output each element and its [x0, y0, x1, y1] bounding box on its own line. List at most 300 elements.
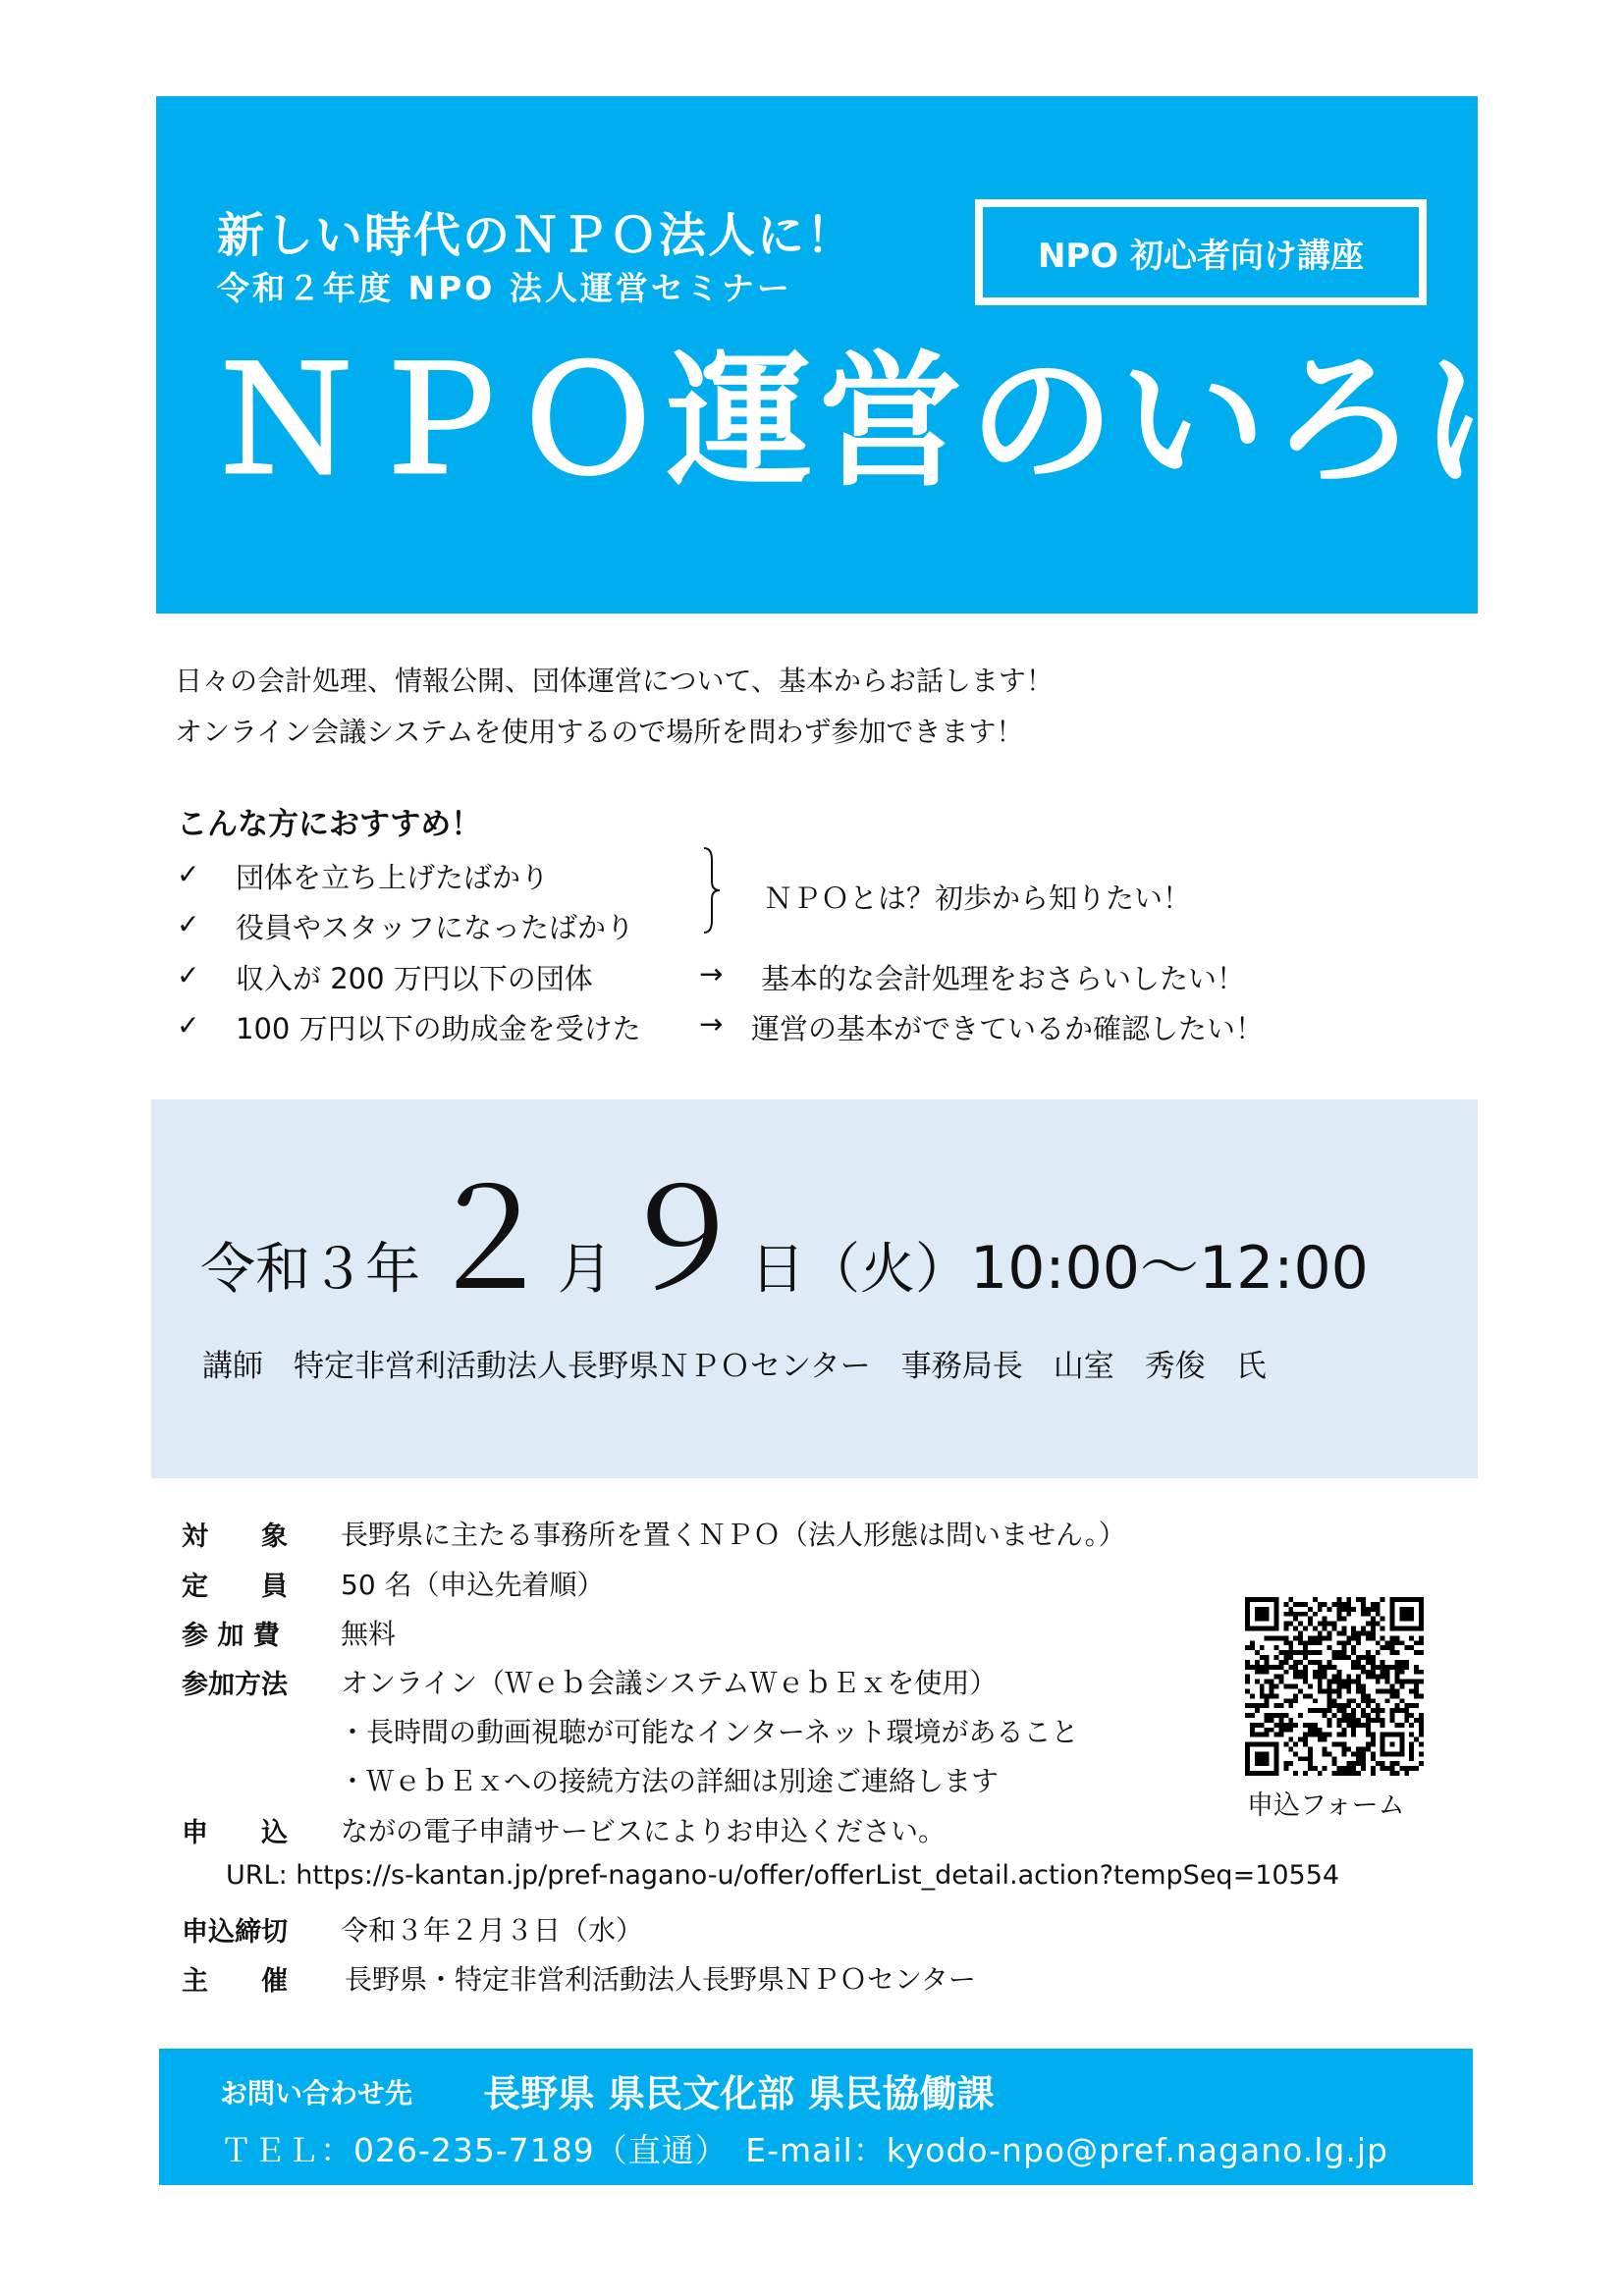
qr-module [1318, 1733, 1323, 1737]
qr-module [1336, 1684, 1341, 1689]
qr-module [1308, 1728, 1313, 1733]
qr-module [1371, 1718, 1376, 1723]
qr-module [1327, 1635, 1332, 1640]
qr-module [1414, 1650, 1419, 1655]
qr-module [1336, 1766, 1341, 1771]
qr-module [1274, 1684, 1279, 1689]
qr-module [1336, 1693, 1341, 1698]
qr-module [1371, 1733, 1376, 1737]
qr-module [1283, 1650, 1288, 1655]
qr-module [1341, 1602, 1346, 1607]
qr-module [1346, 1746, 1351, 1751]
qr-module [1303, 1771, 1308, 1776]
qr-module [1270, 1688, 1274, 1693]
qr-module [1351, 1607, 1356, 1612]
qr-module [1318, 1622, 1323, 1627]
qr-module [1356, 1635, 1361, 1640]
qr-module [1332, 1650, 1337, 1655]
qr-module [1376, 1675, 1380, 1680]
qr-module [1332, 1665, 1337, 1670]
qr-module [1274, 1703, 1279, 1708]
qr-module [1303, 1756, 1308, 1761]
qr-module [1332, 1675, 1337, 1680]
qr-module [1318, 1771, 1323, 1776]
qr-module [1341, 1718, 1346, 1723]
qr-module [1283, 1660, 1288, 1665]
qr-module [1361, 1597, 1366, 1602]
qr-module [1351, 1650, 1356, 1655]
qr-module [1255, 1733, 1260, 1737]
qr-module [1313, 1627, 1318, 1631]
qr-module [1318, 1737, 1323, 1742]
qr-module [1288, 1746, 1293, 1751]
qr-module [1288, 1703, 1293, 1708]
qr-module [1419, 1761, 1424, 1766]
qr-module [1255, 1680, 1260, 1684]
qr-module [1298, 1650, 1303, 1655]
qr-module [1351, 1665, 1356, 1670]
qr-module [1318, 1630, 1323, 1635]
qr-module [1346, 1766, 1351, 1771]
qr-module [1298, 1602, 1303, 1607]
qr-module [1332, 1713, 1337, 1718]
qr-module [1351, 1751, 1356, 1756]
qr-module [1303, 1675, 1308, 1680]
qr-module [1419, 1751, 1424, 1756]
qr-module [1346, 1640, 1351, 1645]
qr-module [1270, 1635, 1274, 1640]
qr-module [1356, 1684, 1361, 1689]
qr-module [1308, 1607, 1313, 1612]
qr-module [1390, 1761, 1395, 1766]
arrow-icon: → [699, 957, 724, 990]
qr-module [1356, 1723, 1361, 1728]
qr-module [1327, 1723, 1332, 1728]
qr-module [1308, 1723, 1313, 1728]
qr-module [1346, 1675, 1351, 1680]
qr-module [1318, 1635, 1323, 1640]
host-value: 長野県・特定非営利活動法人長野県ＮＰＯセンター [345, 1963, 976, 1996]
qr-module [1278, 1723, 1283, 1728]
qr-module [1336, 1742, 1341, 1747]
qr-module [1409, 1703, 1414, 1708]
qr-module [1341, 1640, 1346, 1645]
deadline-value: 令和３年２月３日（水） [341, 1914, 644, 1947]
qr-module [1351, 1771, 1356, 1776]
target-value: 長野県に主たる事務所を置くＮＰＯ（法人形態は問いません。） [341, 1519, 1126, 1551]
qr-module [1327, 1693, 1332, 1698]
qr-module [1351, 1766, 1356, 1771]
event-date [200, 1161, 1369, 1321]
qr-module [1419, 1640, 1424, 1645]
arrow-icon: → [699, 1007, 724, 1041]
qr-module [1341, 1733, 1346, 1737]
qr-module [1336, 1718, 1341, 1723]
qr-module [1308, 1708, 1313, 1713]
qr-module [1336, 1640, 1341, 1645]
qr-module [1341, 1627, 1346, 1631]
date-day: ９ [613, 1161, 751, 1321]
qr-module [1336, 1733, 1341, 1737]
qr-module [1298, 1756, 1303, 1761]
qr-module [1336, 1675, 1341, 1680]
capacity-value: 50 名（申込先着順） [341, 1569, 605, 1601]
qr-module [1380, 1708, 1385, 1713]
qr-module [1270, 1693, 1274, 1698]
qr-module [1361, 1688, 1366, 1693]
qr-module [1419, 1670, 1424, 1675]
qr-module [1313, 1728, 1318, 1733]
qr-module [1308, 1650, 1313, 1655]
qr-module [1346, 1761, 1351, 1766]
qr-module [1371, 1655, 1376, 1660]
qr-module [1255, 1723, 1260, 1728]
qr-module [1414, 1693, 1419, 1698]
qr-module [1385, 1640, 1390, 1645]
qr-module [1303, 1733, 1308, 1737]
qr-module [1390, 1650, 1395, 1655]
qr-module [1346, 1703, 1351, 1708]
qr-module [1356, 1680, 1361, 1684]
brace-icon [702, 846, 722, 934]
qr-module [1366, 1723, 1371, 1728]
qr-module [1303, 1650, 1308, 1655]
qr-module [1376, 1622, 1380, 1627]
qr-module [1270, 1684, 1274, 1689]
qr-module [1376, 1602, 1380, 1607]
application-url[interactable]: URL: https://s-kantan.jp/pref-nagano-u/offer/offerList_detail.action?tempSeq=10554 [226, 1860, 1340, 1891]
qr-module [1380, 1627, 1385, 1631]
qr-module [1371, 1617, 1376, 1622]
check-icon: ✓ [177, 858, 200, 890]
qr-module [1245, 1703, 1250, 1708]
qr-module [1274, 1665, 1279, 1670]
qr-module [1265, 1635, 1270, 1640]
qr-module [1390, 1688, 1395, 1693]
qr-module [1303, 1602, 1308, 1607]
qr-module [1336, 1680, 1341, 1684]
target-label: 対 象 [182, 1522, 288, 1552]
qr-module [1399, 1680, 1404, 1684]
qr-module [1260, 1723, 1265, 1728]
qr-module [1313, 1675, 1318, 1680]
qr-module [1283, 1670, 1288, 1675]
qr-module [1274, 1675, 1279, 1680]
qr-module [1255, 1665, 1260, 1670]
qr-module [1361, 1693, 1366, 1698]
qr-module [1298, 1688, 1303, 1693]
qr-module [1303, 1645, 1308, 1650]
qr-module [1265, 1718, 1270, 1723]
host-label: 主 催 [182, 1966, 288, 1997]
qr-module [1327, 1703, 1332, 1708]
date-day-unit: 日 [750, 1238, 806, 1302]
qr-module [1351, 1718, 1356, 1723]
qr-module [1404, 1766, 1409, 1771]
qr-module [1419, 1723, 1424, 1728]
qr-module [1394, 1670, 1399, 1675]
qr-module [1274, 1693, 1279, 1698]
qr-module [1303, 1742, 1308, 1747]
qr-module [1308, 1756, 1313, 1761]
qr-module [1308, 1640, 1313, 1645]
recommend-brace-note: ＮＰＯとは？初歩から知りたい！ [764, 881, 1192, 915]
qr-module [1346, 1607, 1351, 1612]
qr-module [1288, 1698, 1293, 1703]
qr-module [1385, 1698, 1390, 1703]
qr-module [1250, 1713, 1255, 1718]
qr-module [1313, 1670, 1318, 1675]
qr-module [1293, 1684, 1298, 1689]
qr-module [1351, 1627, 1356, 1631]
qr-module [1323, 1751, 1327, 1756]
qr-module [1419, 1728, 1424, 1733]
qr-module [1283, 1640, 1288, 1645]
qr-module [1293, 1635, 1298, 1640]
qr-module [1361, 1756, 1366, 1761]
qr-module [1371, 1622, 1376, 1627]
qr-module [1409, 1751, 1414, 1756]
qr-module [1361, 1708, 1366, 1713]
qr-module [1380, 1718, 1385, 1723]
qr-module [1390, 1645, 1395, 1650]
qr-module [1404, 1703, 1409, 1708]
qr-module [1341, 1655, 1346, 1660]
qr-module [1313, 1597, 1318, 1602]
qr-module [1332, 1680, 1337, 1684]
qr-module [1274, 1635, 1279, 1640]
qr-module [1366, 1630, 1371, 1635]
qr-module [1419, 1635, 1424, 1640]
qr-module [1366, 1703, 1371, 1708]
contact-organization: 長野県 県民文化部 県民協働課 [483, 2072, 995, 2115]
course-badge: NPO 初心者向け講座 [975, 199, 1427, 305]
qr-module [1371, 1751, 1376, 1756]
qr-module [1376, 1761, 1380, 1766]
qr-module [1394, 1680, 1399, 1684]
qr-module [1332, 1756, 1337, 1761]
qr-module [1288, 1684, 1293, 1689]
qr-module [1346, 1655, 1351, 1660]
qr-module [1361, 1723, 1366, 1728]
qr-module [1385, 1665, 1390, 1670]
qr-module [1371, 1675, 1376, 1680]
qr-module [1298, 1612, 1303, 1617]
qr-module [1274, 1645, 1279, 1650]
recommend-item-note: 基本的な会計処理をおさらいしたい！ [761, 962, 1246, 995]
recommend-item: 100 万円以下の助成金を受けた [236, 1012, 641, 1045]
date-month: ２ [420, 1161, 559, 1321]
qr-module [1366, 1742, 1371, 1747]
apply-value: ながの電子申請サービスによりお申込ください。 [341, 1815, 947, 1847]
qr-module [1303, 1655, 1308, 1660]
qr-module [1270, 1718, 1274, 1723]
qr-module [1366, 1660, 1371, 1665]
method-note: ・ＷｅｂＥｘへの接続方法の詳細は別途ご連絡します [339, 1765, 1000, 1797]
qr-module [1265, 1670, 1270, 1675]
qr-module [1327, 1684, 1332, 1689]
qr-module [1409, 1680, 1414, 1684]
qr-module [1414, 1737, 1419, 1742]
qr-module [1351, 1645, 1356, 1650]
qr-module [1288, 1655, 1293, 1660]
qr-module [1303, 1670, 1308, 1675]
qr-module [1346, 1713, 1351, 1718]
qr-module [1351, 1680, 1356, 1684]
qr-module [1336, 1708, 1341, 1713]
qr-module [1390, 1665, 1395, 1670]
qr-module [1361, 1627, 1366, 1631]
qr-module [1288, 1597, 1293, 1602]
qr-module [1332, 1698, 1337, 1703]
qr-module [1371, 1602, 1376, 1607]
qr-module [1394, 1703, 1399, 1708]
qr-module [1313, 1640, 1318, 1645]
qr-module [1341, 1771, 1346, 1776]
date-era: 令和３年 [200, 1238, 420, 1302]
qr-module [1293, 1698, 1298, 1703]
qr-module [1283, 1655, 1288, 1660]
contact-details[interactable]: ＴＥＬ：026-235-7189（直通） E-mail：kyodo-npo@pref.nagano.lg.jp [220, 2131, 1388, 2169]
qr-module [1376, 1680, 1380, 1684]
qr-module [1414, 1684, 1419, 1689]
qr-module [1371, 1607, 1376, 1612]
qr-module [1278, 1635, 1283, 1640]
qr-module [1298, 1635, 1303, 1640]
qr-module [1323, 1617, 1327, 1622]
qr-module [1361, 1698, 1366, 1703]
qr-module [1278, 1675, 1283, 1680]
qr-module [1255, 1703, 1260, 1708]
qr-module [1265, 1665, 1270, 1670]
qr-module [1419, 1650, 1424, 1655]
qr-module [1283, 1728, 1288, 1733]
qr-module [1341, 1728, 1346, 1733]
qr-module [1298, 1675, 1303, 1680]
qr-module [1341, 1684, 1346, 1689]
qr-module [1361, 1761, 1366, 1766]
qr-module [1318, 1650, 1323, 1655]
qr-module [1265, 1680, 1270, 1684]
qr-module [1371, 1698, 1376, 1703]
qr-code-icon[interactable] [1245, 1597, 1424, 1776]
qr-module [1274, 1733, 1279, 1737]
qr-module [1366, 1693, 1371, 1698]
qr-module [1380, 1635, 1385, 1640]
qr-module [1351, 1660, 1356, 1665]
qr-module [1404, 1680, 1409, 1684]
qr-module [1390, 1718, 1395, 1723]
qr-module [1341, 1630, 1346, 1635]
qr-module [1404, 1645, 1409, 1650]
qr-module [1419, 1713, 1424, 1718]
qr-module [1278, 1660, 1283, 1665]
qr-module [1409, 1688, 1414, 1693]
qr-module [1336, 1612, 1341, 1617]
qr-module [1323, 1670, 1327, 1675]
qr-module [1332, 1688, 1337, 1693]
date-month-unit: 月 [558, 1238, 614, 1302]
qr-module [1376, 1607, 1380, 1612]
qr-module [1399, 1708, 1404, 1713]
qr-module [1371, 1708, 1376, 1713]
qr-module [1313, 1766, 1318, 1771]
qr-module [1385, 1680, 1390, 1684]
qr-module [1308, 1684, 1313, 1689]
qr-module [1303, 1665, 1308, 1670]
qr-module [1270, 1665, 1274, 1670]
qr-module [1390, 1708, 1395, 1713]
qr-module [1404, 1665, 1409, 1670]
qr-module [1376, 1708, 1380, 1713]
qr-module [1293, 1665, 1298, 1670]
qr-module [1298, 1660, 1303, 1665]
qr-module [1404, 1708, 1409, 1713]
qr-module [1356, 1703, 1361, 1708]
qr-module [1380, 1761, 1385, 1766]
seminar-subtitle: 令和２年度 NPO 法人運営セミナー [217, 269, 792, 307]
qr-module [1283, 1602, 1288, 1607]
recommend-item-note: 運営の基本ができているか確認したい！ [751, 1012, 1265, 1045]
qr-module [1394, 1650, 1399, 1655]
qr-module [1260, 1645, 1265, 1650]
qr-module [1409, 1645, 1414, 1650]
qr-module [1283, 1761, 1288, 1766]
qr-module [1323, 1627, 1327, 1631]
qr-module [1260, 1703, 1265, 1708]
qr-module [1274, 1713, 1279, 1718]
qr-module [1409, 1723, 1414, 1728]
qr-module [1376, 1713, 1380, 1718]
qr-module [1250, 1703, 1255, 1708]
qr-module [1380, 1766, 1385, 1771]
qr-module [1245, 1645, 1250, 1650]
qr-module [1323, 1635, 1327, 1640]
qr-module [1283, 1742, 1288, 1747]
qr-module [1323, 1733, 1327, 1737]
qr-module [1336, 1688, 1341, 1693]
contact-footer [159, 2049, 1473, 2185]
qr-module [1380, 1675, 1385, 1680]
qr-module [1409, 1746, 1414, 1751]
qr-module [1303, 1680, 1308, 1684]
qr-module [1351, 1713, 1356, 1718]
qr-module [1327, 1665, 1332, 1670]
qr-module [1283, 1612, 1288, 1617]
qr-module [1288, 1612, 1293, 1617]
qr-module [1341, 1742, 1346, 1747]
qr-module [1371, 1771, 1376, 1776]
qr-module [1303, 1627, 1308, 1631]
qr-module [1414, 1680, 1419, 1684]
qr-module [1404, 1660, 1409, 1665]
qr-module [1385, 1670, 1390, 1675]
lecturer: 講師 特定非営利活動法人長野県ＮＰＯセンター 事務局長 山室 秀俊 氏 [202, 1349, 1267, 1384]
qr-module [1288, 1622, 1293, 1627]
qr-module [1313, 1698, 1318, 1703]
qr-module [1318, 1607, 1323, 1612]
qr-module [1366, 1675, 1371, 1680]
qr-module [1283, 1684, 1288, 1689]
qr-module [1288, 1728, 1293, 1733]
qr-module [1288, 1761, 1293, 1766]
qr-module [1390, 1693, 1395, 1698]
qr-module [1371, 1756, 1376, 1761]
qr-module [1394, 1665, 1399, 1670]
qr-module [1293, 1612, 1298, 1617]
qr-module [1308, 1761, 1313, 1766]
qr-module [1250, 1693, 1255, 1698]
